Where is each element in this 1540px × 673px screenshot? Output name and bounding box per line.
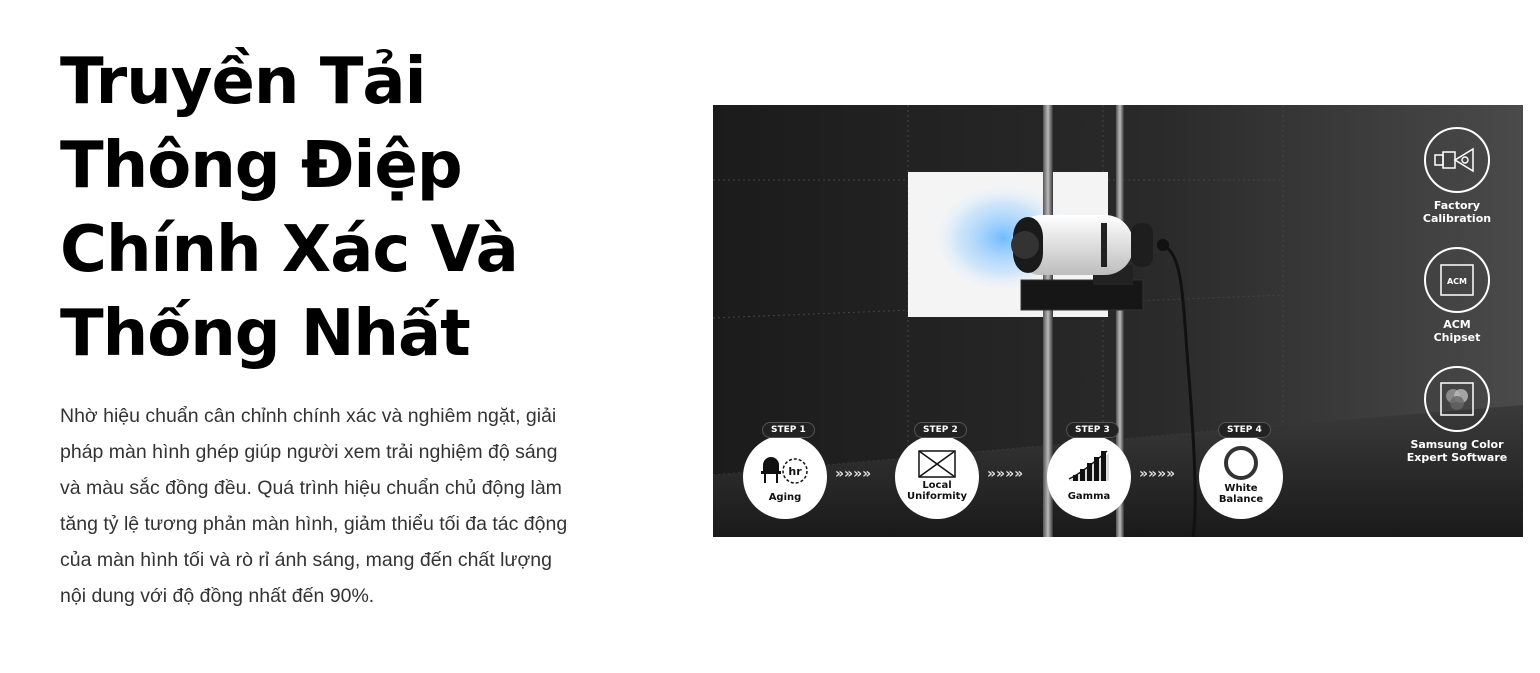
- description-line: và màu sắc đồng đều. Quá trình hiệu chuẩn chủ động làm: [60, 477, 562, 499]
- step-label-line: White: [1224, 483, 1258, 494]
- headline-line: Chính Xác Và: [60, 213, 518, 287]
- calibration-camera: [1011, 215, 1169, 275]
- headline-line: Thông Điệp: [60, 129, 462, 203]
- feature-label-line: Calibration: [1422, 212, 1492, 225]
- step-label: [1206, 483, 1276, 505]
- step-label-line: Gamma: [1067, 491, 1111, 502]
- text-column: [60, 40, 600, 614]
- description-line: Nhờ hiệu chuẩn cân chỉnh chính xác và nghiêm ngặt, giải: [60, 405, 557, 427]
- feature-label: [1397, 199, 1517, 225]
- feature-label-line: Samsung Color: [1410, 438, 1504, 451]
- acm-chipset-icon: [1441, 265, 1473, 295]
- calibration-image: [713, 105, 1523, 537]
- step-label-line: Uniformity: [907, 491, 967, 502]
- feature-label-line: ACM: [1443, 318, 1471, 331]
- description-line: pháp màn hình ghép giúp người xem trải nghiệm độ sáng: [60, 441, 558, 463]
- factory-calibration-icon: [1435, 149, 1473, 171]
- feature-label: [1397, 438, 1517, 464]
- step-label: [902, 480, 972, 502]
- description-line: tăng tỷ lệ tương phản màn hình, giảm thiểu tối đa tác động: [60, 513, 568, 535]
- feature-label-line: Chipset: [1433, 331, 1481, 344]
- acm-chip-text: ACM: [1446, 277, 1468, 286]
- step-label: [1054, 491, 1124, 502]
- step-label: [750, 492, 820, 503]
- feature-label-line: Expert Software: [1406, 451, 1508, 464]
- step-label-line: Aging: [768, 492, 802, 503]
- headline-line: Truyền Tải: [60, 45, 426, 119]
- step-badge: STEP 3: [1066, 422, 1119, 438]
- description-line: nội dung với độ đồng nhất đến 90%.: [60, 585, 375, 607]
- aging-icon-text: hr: [788, 465, 802, 478]
- step-badge: STEP 4: [1218, 422, 1271, 438]
- feature-label-line: Factory: [1433, 199, 1481, 212]
- feature-label: [1397, 318, 1517, 344]
- description: [60, 398, 590, 614]
- arrow-connector: »»»»: [987, 466, 1024, 482]
- arrow-connector: »»»»: [835, 466, 872, 482]
- headline: [60, 40, 600, 376]
- headline-line: Thống Nhất: [60, 297, 470, 371]
- step-label-line: Local: [922, 480, 952, 491]
- step-badge: STEP 1: [762, 422, 815, 438]
- step-badge: STEP 2: [914, 422, 967, 438]
- feature-list: [1425, 128, 1489, 431]
- arrow-connector: »»»»: [1139, 466, 1176, 482]
- step-label-line: Balance: [1218, 494, 1264, 505]
- description-line: của màn hình tối và rò rỉ ánh sáng, mang đến chất lượng: [60, 549, 552, 571]
